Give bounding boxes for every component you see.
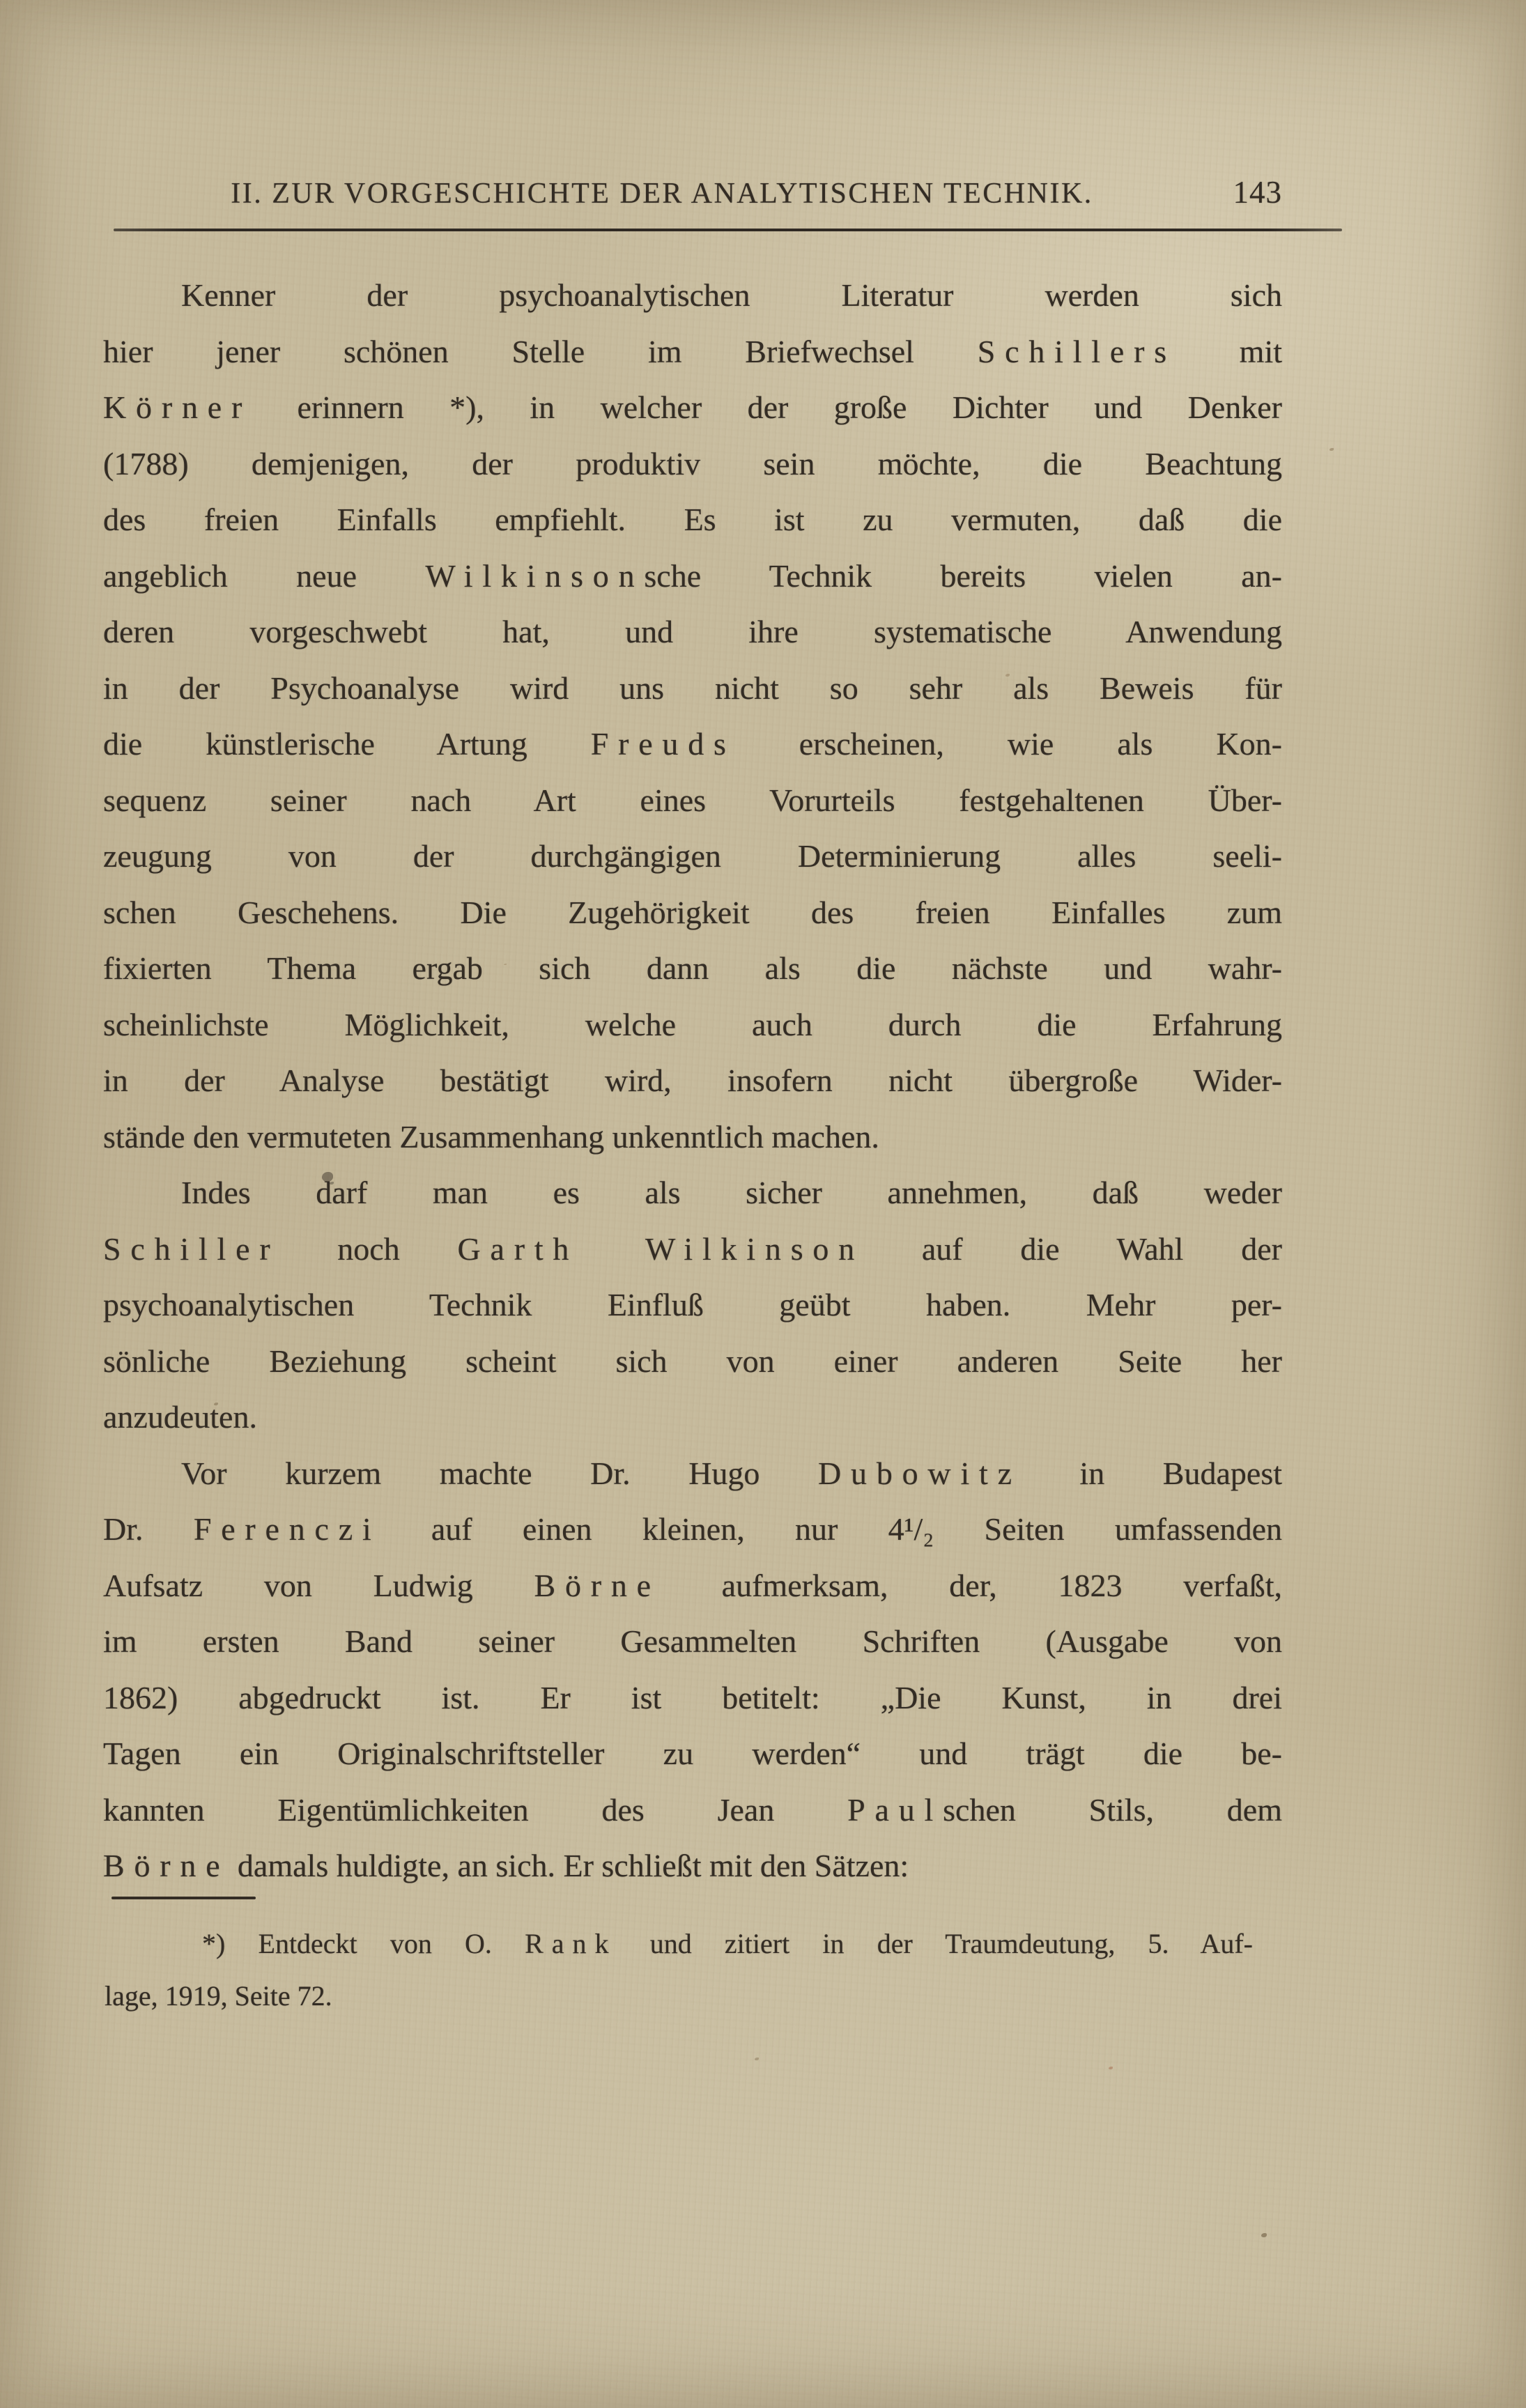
text-segment: erinnern *), in welcher der große Dichter und Denker — [252, 389, 1282, 425]
text-segment: erscheinen, wie als Kon- — [735, 726, 1282, 762]
text-line — [103, 492, 1282, 548]
text-segment: sönliche Beziehung scheint sich von einer anderen Seite her — [103, 1343, 1282, 1379]
text-segment: deren vorgeschwebt hat, und ihre systematische Anwendung — [103, 614, 1282, 649]
footnote-line — [105, 1917, 1253, 1970]
text-segment: auf einen kleinen, nur 4¹/₂ Seiten umfassenden — [380, 1511, 1282, 1547]
text-segment: fixierten Thema ergab sich dann als die nächste und wahr- — [103, 950, 1282, 986]
text-line — [103, 716, 1282, 773]
letterspaced-name: Freuds — [590, 726, 736, 762]
text-line — [103, 1165, 1282, 1221]
body-text — [103, 268, 1282, 1894]
letterspaced-name: Rank — [525, 1928, 617, 1959]
text-segment: mit — [1176, 333, 1283, 369]
text-segment: in Budapest — [1021, 1455, 1282, 1491]
text-segment: in der Analyse bestätigt wird, insofern nicht übergroße Wider- — [103, 1063, 1282, 1098]
text-segment: schen Stils, dem — [943, 1791, 1282, 1828]
text-segment: im ersten Band seiner Gesammelten Schriften (Ausgabe von — [103, 1623, 1282, 1659]
text-line — [103, 1782, 1282, 1839]
text-segment: scheinlichste Möglichkeit, welche auch durch die Erfahrung — [103, 1006, 1282, 1042]
text-line — [103, 1446, 1282, 1502]
text-segment: lage, 1919, Seite 72. — [105, 1980, 332, 2012]
letterspaced-name: Börne — [103, 1848, 230, 1883]
text-segment: aufmerksam, der, 1823 verfaßt, — [660, 1567, 1282, 1603]
text-line — [103, 1838, 1282, 1894]
paragraph — [103, 1165, 1282, 1446]
text-line — [103, 1558, 1282, 1614]
text-line — [103, 997, 1282, 1054]
text-line — [103, 828, 1282, 885]
text-line — [103, 885, 1282, 941]
text-segment: Aufsatz von Ludwig — [103, 1567, 534, 1603]
text-segment: noch — [279, 1230, 458, 1267]
text-line — [103, 1277, 1282, 1334]
text-segment: damals huldigte, an sich. Er schließt mit den Sätzen: — [229, 1848, 909, 1883]
letterspaced-name: Börne — [534, 1567, 661, 1603]
text-line — [103, 380, 1282, 436]
text-line — [103, 1109, 1282, 1166]
text-segment: in der Psychoanalyse wird uns nicht so sehr als Beweis für — [103, 670, 1282, 706]
footnote-rule — [111, 1897, 256, 1899]
text-segment: sche Technik bereits vielen an- — [644, 557, 1282, 594]
text-line — [103, 1726, 1282, 1782]
text-segment: anzudeuten. — [103, 1399, 257, 1435]
letterspaced-name: Körner — [103, 389, 252, 425]
letterspaced-name: Dubowitz — [818, 1455, 1022, 1491]
letterspaced-name: Paul — [847, 1791, 943, 1828]
letterspaced-name: Ferenczi — [193, 1511, 381, 1547]
text-line — [103, 1670, 1282, 1727]
text-segment: Dr. — [103, 1511, 194, 1547]
text-line — [103, 604, 1282, 661]
text-segment: Indes darf man es als sicher annehmen, daß weder — [181, 1175, 1282, 1210]
text-line — [103, 773, 1282, 829]
text-line — [103, 1389, 1282, 1446]
text-line — [103, 548, 1282, 605]
text-line — [103, 1334, 1282, 1390]
text-line — [103, 436, 1282, 493]
text-line — [103, 1053, 1282, 1109]
text-segment: 1862) abgedruckt ist. Er ist betitelt: „Die Kunst, in drei — [103, 1679, 1282, 1715]
text-segment: stände den vermuteten Zusammenhang unkenntlich machen. — [103, 1118, 879, 1155]
text-line — [103, 324, 1282, 380]
text-segment: (1788) demjenigen, der produktiv sein möchte, die Beachtung — [103, 445, 1282, 481]
footnote — [105, 1917, 1253, 2022]
text-segment: zeugung von der durchgängigen Determinierung alles seeli- — [103, 838, 1282, 874]
text-segment: Vor kurzem machte Dr. Hugo — [181, 1455, 819, 1491]
text-line — [103, 1502, 1282, 1558]
text-line — [103, 1221, 1282, 1278]
letterspaced-name: Garth Wilkinson — [457, 1230, 865, 1267]
text-segment: angeblich neue — [103, 557, 426, 594]
text-segment: schen Geschehens. Die Zugehörigkeit des freien Einfalles zum — [103, 894, 1282, 930]
text-line — [103, 1614, 1282, 1670]
text-segment: psychoanalytischen Technik Einfluß geübt haben. Mehr per- — [103, 1287, 1282, 1322]
text-line — [103, 268, 1282, 324]
text-segment: Kenner der psychoanalytischen Literatur werden sich — [181, 277, 1282, 313]
text-segment: kannten Eigentümlichkeiten des Jean — [103, 1791, 848, 1828]
page-number: 143 — [1233, 175, 1282, 210]
running-header — [105, 174, 1282, 210]
letterspaced-name: Schillers — [977, 333, 1176, 369]
chapter-title: II. ZUR VORGESCHICHTE DER ANALYTISCHEN TECHNIK. — [231, 178, 1093, 210]
text-segment: *) Entdeckt von O. — [202, 1928, 525, 1959]
text-segment: hier jener schönen Stelle im Briefwechsel — [103, 333, 978, 369]
text-line — [103, 661, 1282, 717]
text-segment: und zitiert in der Traumdeutung, 5. Auf- — [617, 1928, 1254, 1959]
text-segment: des freien Einfalls empfiehlt. Es ist zu vermuten, daß die — [103, 502, 1282, 537]
letterspaced-name: Schiller — [103, 1230, 280, 1267]
text-segment: Tagen ein Originalschriftsteller zu werden“ und trägt die be- — [103, 1736, 1282, 1771]
paragraph — [103, 1446, 1282, 1894]
paragraph — [103, 268, 1282, 1165]
text-line — [103, 941, 1282, 997]
footnote-line — [105, 1970, 1253, 2022]
letterspaced-name: Wilkinson — [425, 557, 645, 594]
text-segment: auf die Wahl der — [864, 1230, 1282, 1267]
text-segment: die künstlerische Artung — [103, 726, 591, 762]
text-segment: sequenz seiner nach Art eines Vorurteils festgehaltenen Über- — [103, 782, 1282, 818]
header-rule — [114, 229, 1342, 231]
